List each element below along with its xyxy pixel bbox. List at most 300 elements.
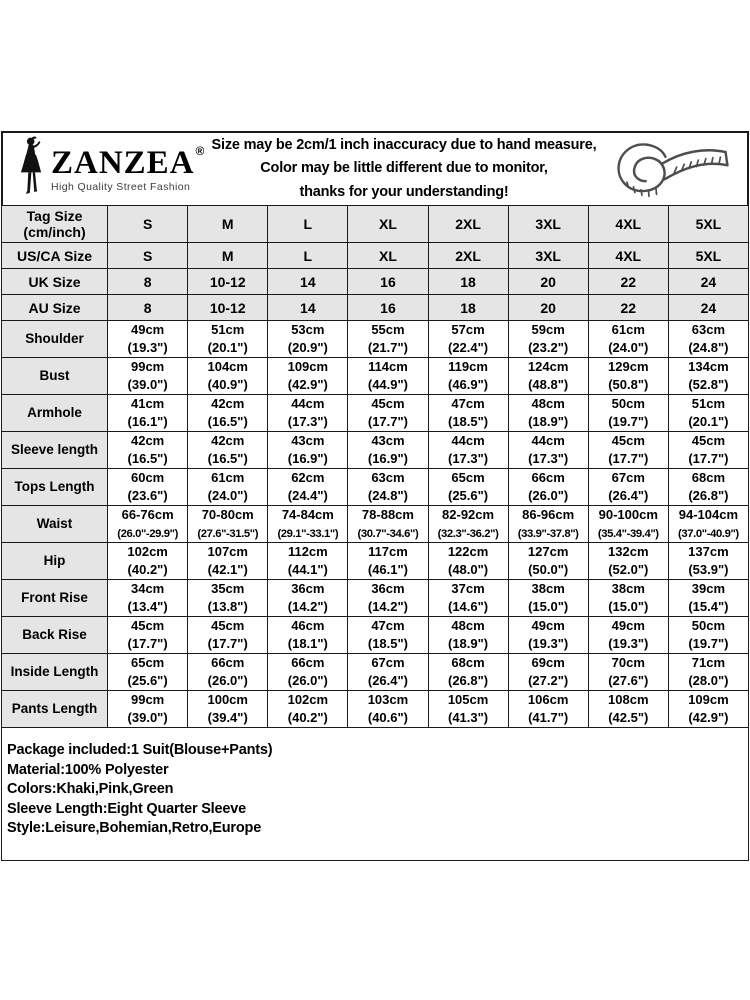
brand-tagline: High Quality Street Fashion (51, 181, 191, 194)
measurement-cell (668, 506, 748, 543)
size-value-cell: 5XL (668, 243, 748, 269)
measurement-cell (268, 432, 348, 469)
inch-value: (41.3") (447, 710, 489, 725)
inch-value: (19.3") (127, 340, 168, 355)
cm-value: 44cm (291, 396, 325, 412)
disclaimer-line: Size may be 2cm/1 inch inaccuracy due to hand measure, (211, 136, 597, 153)
cm-value: 55cm (371, 322, 405, 338)
cm-value: 109cm (688, 692, 729, 708)
inch-value: (52.0") (608, 562, 649, 577)
measurement-cell (188, 691, 268, 728)
measurement-cell (588, 691, 668, 728)
measurement-row (2, 691, 749, 728)
cm-value: 108cm (608, 692, 649, 708)
inch-value: (15.4") (688, 599, 729, 614)
measurement-cell (348, 506, 428, 543)
measurement-cell (588, 358, 668, 395)
measurement-cell (188, 432, 268, 469)
measurement-cell (188, 543, 268, 580)
inch-value: (17.3") (447, 451, 489, 466)
cm-value: 61cm (611, 322, 645, 338)
measurement-cell (108, 617, 188, 654)
inch-value: (26.0") (207, 673, 248, 688)
measurement-cell (348, 543, 428, 580)
measurement-cell (348, 691, 428, 728)
cm-value: 53cm (291, 322, 325, 338)
cm-value: 43cm (291, 433, 325, 449)
size-value-cell: 3XL (508, 206, 588, 243)
size-chart-sheet (1, 131, 749, 861)
size-value-cell: 22 (588, 269, 668, 295)
measurement-cell (268, 321, 348, 358)
row-label: Front Rise (2, 580, 108, 617)
inch-value: (13.4") (127, 599, 168, 614)
cm-value: 63cm (691, 322, 726, 338)
cm-value: 94-104cm (678, 507, 739, 523)
cm-value: 70cm (611, 655, 645, 671)
measurement-cell (348, 358, 428, 395)
measurement-cell (508, 691, 588, 728)
cm-value: 45cm (211, 618, 245, 634)
inch-value: (25.6") (447, 488, 489, 503)
cm-value: 44cm (531, 433, 565, 449)
size-value-cell: 24 (668, 269, 748, 295)
measurement-cell (508, 321, 588, 358)
cm-value: 49cm (611, 618, 645, 634)
inch-value: (24.8") (367, 488, 408, 503)
cm-value: 42cm (130, 433, 165, 449)
cm-value: 43cm (371, 433, 405, 449)
inch-value: (46.9") (447, 377, 489, 392)
inch-value: (18.5") (367, 636, 408, 651)
size-value-cell: 18 (428, 269, 508, 295)
inch-value: (20.1") (688, 414, 729, 429)
size-value-cell: S (108, 243, 188, 269)
measurement-row (2, 654, 749, 691)
measurement-cell (268, 580, 348, 617)
measurement-cell (188, 617, 268, 654)
inch-value: (52.8") (688, 377, 729, 392)
measurement-cell (108, 506, 188, 543)
measurement-cell (348, 654, 428, 691)
cm-value: 35cm (211, 581, 245, 597)
inch-value: (27.2") (528, 673, 569, 688)
cm-value: 102cm (127, 544, 168, 560)
size-value-cell: 10-12 (188, 295, 268, 321)
size-value-cell: XL (348, 206, 428, 243)
measurement-cell (668, 617, 748, 654)
measurement-cell (668, 543, 748, 580)
inch-value: (50.8") (608, 377, 649, 392)
row-label: Inside Length (2, 654, 108, 691)
inch-value: (26.0"-29.9") (117, 527, 178, 540)
size-value-cell: 10-12 (188, 269, 268, 295)
inch-value: (17.7") (688, 451, 729, 466)
measurement-cell (668, 358, 748, 395)
cm-value: 68cm (451, 655, 485, 671)
inch-value: (26.8") (447, 673, 489, 688)
size-value-cell: 14 (268, 295, 348, 321)
inch-value: (16.5") (127, 451, 168, 466)
size-value-cell: XL (348, 243, 428, 269)
row-label: US/CA Size (2, 243, 108, 269)
measurement-row (2, 321, 749, 358)
measurement-cell (428, 321, 508, 358)
measurement-cell (348, 321, 428, 358)
row-label: Waist (2, 506, 108, 543)
measurement-cell (668, 580, 748, 617)
info-line: Package included:1 Suit(Blouse+Pants) (7, 742, 273, 758)
size-value-cell: M (188, 243, 268, 269)
inch-value: (17.7") (608, 451, 649, 466)
size-value-cell: 8 (108, 269, 188, 295)
measurement-cell (668, 395, 748, 432)
inch-value: (53.9") (688, 562, 729, 577)
row-label: Shoulder (2, 321, 108, 358)
inch-value: (46.1") (367, 562, 408, 577)
cm-value: 103cm (367, 692, 409, 708)
inch-value: (18.5") (447, 414, 489, 429)
measurement-cell (188, 358, 268, 395)
measurement-cell (108, 580, 188, 617)
inch-value: (48.0") (447, 562, 489, 577)
cm-value: 99cm (130, 692, 165, 708)
inch-value: (42.5") (608, 710, 649, 725)
inch-value: (40.9") (207, 377, 248, 392)
measurement-cell (588, 506, 668, 543)
inch-value: (23.2") (528, 340, 569, 355)
inch-value: (16.9") (287, 451, 328, 466)
inch-value: (18.9") (447, 636, 489, 651)
inch-value: (15.0") (528, 599, 569, 614)
measurement-cell (268, 617, 348, 654)
size-chart-table (1, 205, 749, 728)
inch-value: (24.0") (608, 340, 649, 355)
cm-value: 62cm (291, 470, 325, 486)
size-value-cell: L (268, 206, 348, 243)
measurement-cell (348, 580, 428, 617)
measurement-cell (588, 395, 668, 432)
inch-value: (26.8") (688, 488, 729, 503)
measurement-cell (268, 543, 348, 580)
measurement-row (2, 543, 749, 580)
measurement-row (2, 469, 749, 506)
measurement-cell (188, 469, 268, 506)
measurement-cell (108, 321, 188, 358)
cm-value: 129cm (608, 359, 649, 375)
inch-value: (41.7") (528, 710, 569, 725)
cm-value: 66cm (291, 655, 325, 671)
inch-value: (19.3") (608, 636, 649, 651)
size-value-cell: M (188, 206, 268, 243)
measurement-cell (188, 580, 268, 617)
cm-value: 107cm (207, 544, 248, 560)
measurement-cell (508, 543, 588, 580)
row-label: Back Rise (2, 617, 108, 654)
disclaimer-line: Color may be little different due to monitor, (260, 160, 548, 177)
size-value-cell: 4XL (588, 243, 668, 269)
measurement-cell (428, 506, 508, 543)
measurement-cell (348, 469, 428, 506)
measurement-cell (668, 654, 748, 691)
cm-value: 59cm (531, 322, 565, 338)
woman-silhouette-icon (13, 136, 47, 203)
cm-value: 45cm (371, 396, 405, 412)
inch-value: (20.9") (287, 340, 328, 355)
cm-value: 61cm (211, 470, 245, 486)
measurement-cell (428, 580, 508, 617)
inch-value: (40.2") (287, 710, 328, 725)
measurement-cell (108, 654, 188, 691)
cm-value: 124cm (527, 359, 569, 375)
cm-value: 70-80cm (201, 507, 254, 523)
measurement-cell (508, 358, 588, 395)
cm-value: 137cm (688, 544, 729, 560)
cm-value: 122cm (447, 544, 489, 560)
measurement-cell (428, 395, 508, 432)
cm-value: 66cm (211, 655, 245, 671)
inch-value: (20.1") (207, 340, 248, 355)
inch-value: (32.3"-36.2") (437, 527, 499, 540)
measurement-row (2, 432, 749, 469)
measurement-cell (668, 321, 748, 358)
cm-value: 69cm (531, 655, 565, 671)
size-disclaimer (211, 134, 597, 204)
inch-value: (16.5") (207, 451, 248, 466)
inch-value: (30.7"-34.6") (357, 527, 419, 540)
measurement-cell (188, 654, 268, 691)
measurement-cell (428, 691, 508, 728)
inch-value: (18.1") (287, 636, 328, 651)
info-line: Colors:Khaki,Pink,Green (7, 781, 174, 797)
size-value-cell: 16 (348, 269, 428, 295)
cm-value: 114cm (368, 359, 408, 375)
measurement-cell (508, 432, 588, 469)
inch-value: (26.0") (287, 673, 328, 688)
cm-value: 42cm (211, 396, 245, 412)
cm-value: 51cm (691, 396, 726, 412)
cm-value: 63cm (371, 470, 405, 486)
measurement-cell (508, 506, 588, 543)
cm-value: 68cm (691, 470, 726, 486)
measurement-cell (268, 506, 348, 543)
cm-value: 132cm (608, 544, 649, 560)
measurement-cell (108, 358, 188, 395)
size-value-cell: 4XL (588, 206, 668, 243)
measurement-cell (588, 543, 668, 580)
cm-value: 78-88cm (361, 507, 414, 523)
measurement-cell (668, 469, 748, 506)
inch-value: (27.6"-31.5") (197, 527, 259, 540)
size-system-row (2, 295, 749, 321)
measurement-row (2, 358, 749, 395)
cm-value: 45cm (611, 433, 645, 449)
measurement-cell (668, 691, 748, 728)
inch-value: (28.0") (688, 673, 729, 688)
row-label: Pants Length (2, 691, 108, 728)
measurement-cell (348, 617, 428, 654)
measurement-cell (268, 654, 348, 691)
measurement-cell (108, 543, 188, 580)
inch-value: (35.4"-39.4") (597, 527, 659, 540)
row-label: AU Size (2, 295, 108, 321)
cm-value: 67cm (611, 470, 645, 486)
cm-value: 67cm (371, 655, 405, 671)
cm-value: 112cm (287, 544, 328, 560)
row-label: Armhole (2, 395, 108, 432)
cm-value: 49cm (531, 618, 565, 634)
measurement-cell (348, 395, 428, 432)
measurement-cell (188, 395, 268, 432)
cm-value: 36cm (371, 581, 405, 597)
measurement-cell (188, 321, 268, 358)
registered-mark: ® (195, 144, 206, 159)
measurement-cell (108, 395, 188, 432)
size-value-cell: 20 (508, 295, 588, 321)
size-value-cell: 2XL (428, 206, 508, 243)
cm-value: 47cm (371, 618, 405, 634)
cm-value: 105cm (447, 692, 489, 708)
inch-value: (37.0"-40.9") (678, 527, 739, 540)
inch-value: (40.6") (367, 710, 408, 725)
measurement-row (2, 617, 749, 654)
cm-value: 45cm (691, 433, 726, 449)
measurement-cell (588, 580, 668, 617)
cm-value: 42cm (211, 433, 245, 449)
size-value-cell: 2XL (428, 243, 508, 269)
cm-value: 50cm (691, 618, 726, 634)
row-label: Bust (2, 358, 108, 395)
measurement-row (2, 580, 749, 617)
info-line: Material:100% Polyester (7, 761, 169, 778)
measurement-cell (428, 432, 508, 469)
cm-value: 44cm (451, 433, 485, 449)
measurement-cell (508, 395, 588, 432)
cm-value: 39cm (691, 581, 726, 597)
inch-value: (26.4") (367, 673, 408, 688)
cm-value: 86-96cm (522, 507, 575, 523)
inch-value: (39.4") (207, 710, 248, 725)
inch-value: (50.0") (528, 562, 569, 577)
size-value-cell: L (268, 243, 348, 269)
size-value-cell: 3XL (508, 243, 588, 269)
cm-value: 46cm (291, 618, 325, 634)
measurement-row (2, 506, 749, 543)
inch-value: (16.9") (367, 451, 408, 466)
inch-value: (19.7") (688, 636, 729, 651)
measurement-cell (588, 617, 668, 654)
inch-value: (18.9") (528, 414, 569, 429)
cm-value: 50cm (611, 396, 645, 412)
measurement-cell (588, 469, 668, 506)
measurement-cell (268, 469, 348, 506)
cm-value: 51cm (211, 322, 245, 338)
row-label: UK Size (2, 269, 108, 295)
cm-value: 48cm (451, 618, 485, 634)
measurement-cell (268, 395, 348, 432)
cm-value: 47cm (451, 396, 485, 412)
cm-value: 102cm (287, 692, 329, 708)
inch-value: (24.0") (207, 488, 248, 503)
size-value-cell: 22 (588, 295, 668, 321)
measurement-cell (348, 432, 428, 469)
measurement-cell (508, 469, 588, 506)
measurement-cell (508, 654, 588, 691)
measurement-cell (428, 543, 508, 580)
cm-value: 48cm (531, 396, 565, 412)
inch-value: (42.9") (688, 710, 729, 725)
size-value-cell: 5XL (668, 206, 748, 243)
size-system-row (2, 243, 749, 269)
cm-value: 82-92cm (442, 507, 495, 523)
size-value-cell: 14 (268, 269, 348, 295)
cm-value: 57cm (451, 322, 485, 338)
inch-value: (17.3") (528, 451, 569, 466)
measurement-cell (588, 321, 668, 358)
inch-value: (42.1") (207, 562, 248, 577)
inch-value: (19.7") (608, 414, 649, 429)
inch-value: (17.7") (367, 414, 408, 429)
row-label: Hip (2, 543, 108, 580)
row-label: Tag Size (cm/inch) (2, 206, 108, 243)
cm-value: 71cm (691, 655, 726, 671)
size-value-cell: S (108, 206, 188, 243)
cm-value: 37cm (451, 581, 485, 597)
cm-value: 104cm (207, 359, 248, 375)
measurement-cell (588, 654, 668, 691)
cm-value: 100cm (207, 692, 248, 708)
size-system-row (2, 206, 749, 243)
inch-value: (17.3") (287, 414, 328, 429)
measurement-cell (588, 432, 668, 469)
cm-value: 66cm (531, 470, 565, 486)
cm-value: 66-76cm (121, 507, 174, 523)
inch-value: (17.7") (207, 636, 248, 651)
inch-value: (17.7") (127, 636, 168, 651)
inch-value: (39.0") (127, 710, 168, 725)
row-label: Sleeve length (2, 432, 108, 469)
inch-value: (16.5") (207, 414, 248, 429)
size-value-cell: 16 (348, 295, 428, 321)
size-table-body (2, 206, 749, 728)
size-value-cell: 24 (668, 295, 748, 321)
measurement-cell (428, 617, 508, 654)
cm-value: 49cm (130, 322, 165, 338)
inch-value: (21.7") (367, 340, 408, 355)
inch-value: (26.0") (528, 488, 569, 503)
inch-value: (23.6") (127, 488, 168, 503)
inch-value: (48.8") (528, 377, 569, 392)
measurement-cell (508, 580, 588, 617)
cm-value: 109cm (287, 359, 329, 375)
measurement-cell (268, 358, 348, 395)
size-value-cell: 20 (508, 269, 588, 295)
size-value-cell: 8 (108, 295, 188, 321)
inch-value: (27.6") (608, 673, 649, 688)
cm-value: 34cm (130, 581, 165, 597)
cm-value: 99cm (130, 359, 165, 375)
inch-value: (24.4") (287, 488, 328, 503)
measurement-cell (668, 432, 748, 469)
cm-value: 106cm (527, 692, 569, 708)
cm-value: 65cm (451, 470, 485, 486)
inch-value: (39.0") (127, 377, 168, 392)
measurement-cell (268, 691, 348, 728)
cm-value: 127cm (527, 544, 569, 560)
cm-value: 41cm (130, 396, 165, 412)
inch-value: (19.3") (528, 636, 569, 651)
size-value-cell: 18 (428, 295, 508, 321)
